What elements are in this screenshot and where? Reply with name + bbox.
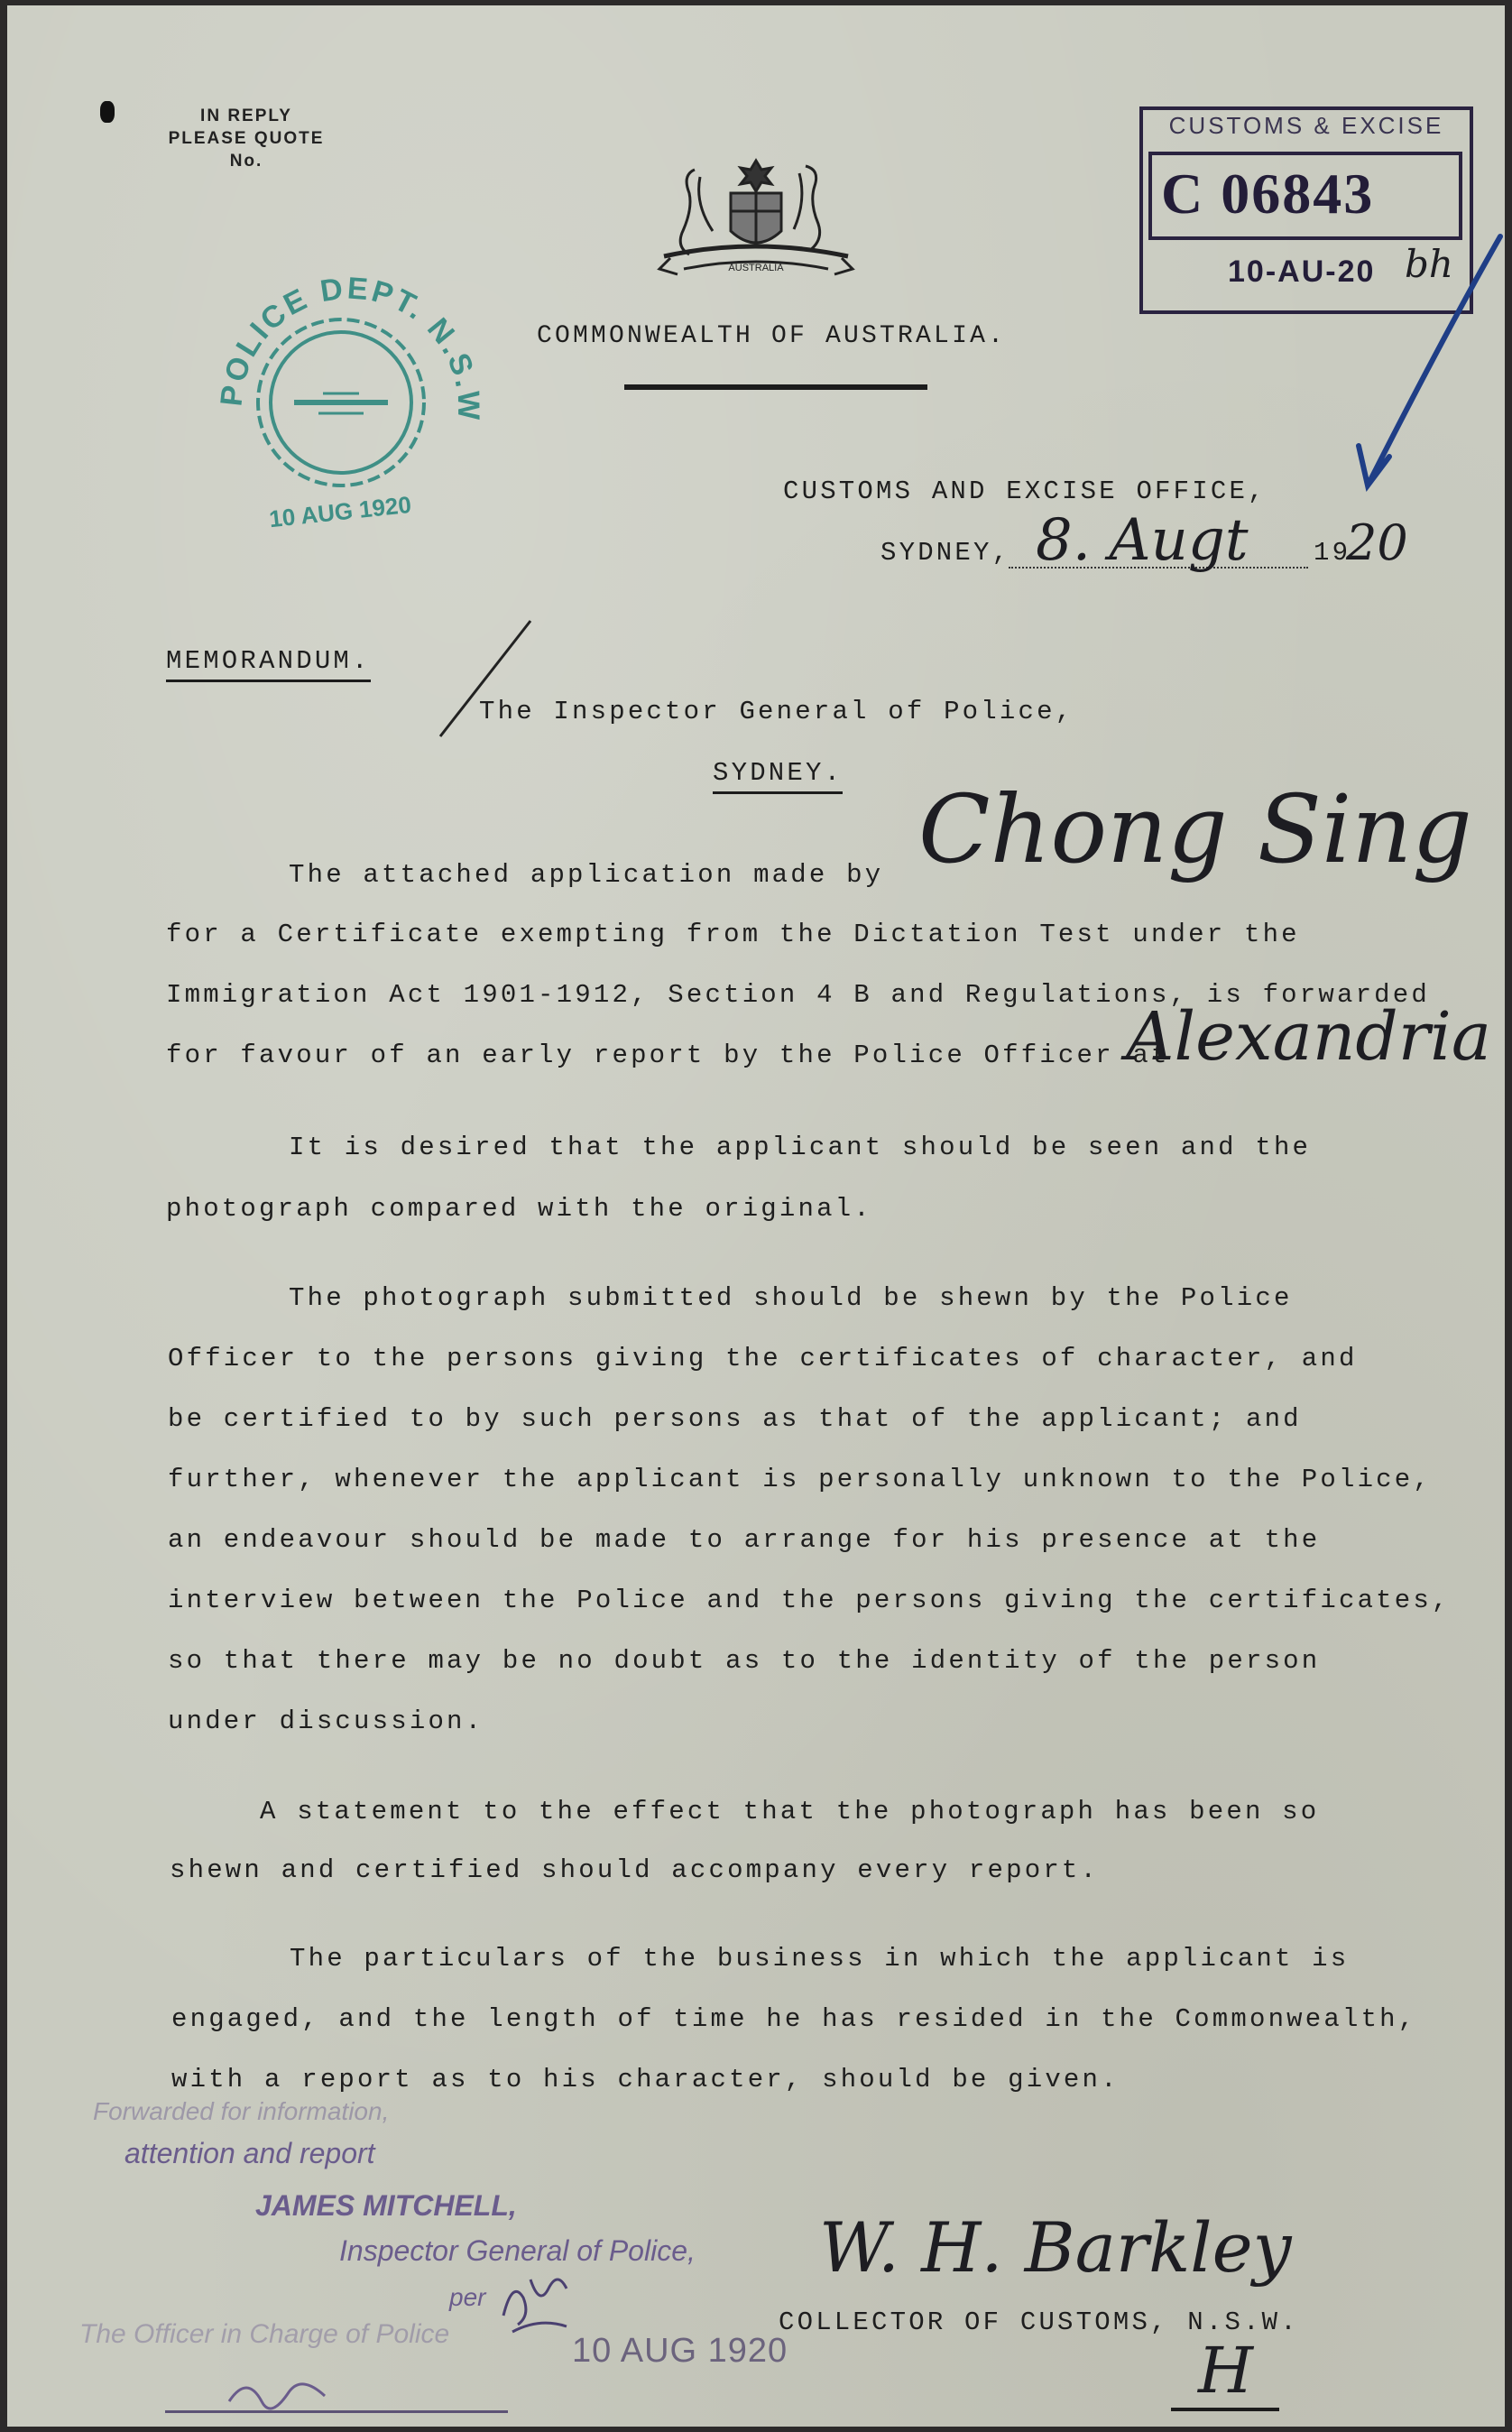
year-printed: 19: [1314, 538, 1351, 568]
paragraph-3-line-8: under discussion.: [168, 1706, 484, 1736]
paragraph-1-line-4: for favour of an early report by the Police Officer at: [166, 1040, 1170, 1070]
per-initials-icon: [494, 2261, 576, 2334]
forward-stamp-per: per: [449, 2283, 486, 2311]
paragraph-3-line-3: be certified to by such persons as that of the applicant; and: [168, 1404, 1302, 1434]
customs-stamp-initials: bh: [1405, 242, 1453, 286]
heading-rule: [624, 384, 927, 390]
paragraph-4-line-1: A statement to the effect that the photograph has been so: [260, 1797, 1320, 1826]
memorandum-label: MEMORANDUM.: [166, 646, 371, 682]
forward-stamp-bottom: The Officer in Charge of Police: [79, 2319, 450, 2349]
paragraph-1-line-1: The attached application made by: [289, 860, 884, 890]
paragraph-5-line-1: The particulars of the business in which the applicant is: [290, 1944, 1350, 1974]
forward-stamp-line-2: attention and report: [124, 2137, 375, 2169]
paragraph-5-line-2: engaged, and the length of time he has resided in the Commonwealth,: [171, 2004, 1417, 2034]
paragraph-3-line-2: Officer to the persons giving the certificates of character, and: [168, 1344, 1358, 1373]
paragraph-4-line-2: shewn and certified should accompany every report.: [170, 1855, 1100, 1885]
paragraph-2-line-2: photograph compared with the original.: [166, 1194, 872, 1224]
svg-text:POLICE DEPT. N.S.W.: [188, 249, 485, 421]
date-handwritten: 8. Augt: [1036, 507, 1249, 574]
paragraph-1-line-2: for a Certificate exempting from the Dictation Test under the: [166, 920, 1300, 949]
punch-hole: [100, 101, 115, 123]
location-handwritten: Alexandria: [1126, 998, 1491, 1076]
paragraph-3-line-7: so that there may be no doubt as to the identity of the person: [168, 1646, 1321, 1676]
bottom-left-rule: [165, 2410, 508, 2413]
forward-stamp-title: Inspector General of Police,: [339, 2234, 696, 2267]
office-line: CUSTOMS AND EXCISE OFFICE,: [783, 476, 1267, 506]
coat-of-arms-icon: [648, 150, 864, 290]
forward-stamp-name: JAMES MITCHELL,: [255, 2189, 517, 2222]
paragraph-3-line-1: The photograph submitted should be shewn by the Police: [289, 1283, 1293, 1313]
reply-line-3: No.: [229, 152, 263, 171]
signature-underline: [1171, 2408, 1279, 2411]
customs-stamp-top: CUSTOMS & EXCISE: [1168, 112, 1444, 139]
signature-initial-mark: H: [1198, 2334, 1254, 2408]
customs-stamp-number: C 06843: [1161, 162, 1375, 226]
reply-line-2: PLEASE QUOTE: [168, 129, 325, 148]
paragraph-1-line-3: Immigration Act 1901-1912, Section 4 B and Regulations, is forwarded: [166, 980, 1430, 1010]
customs-stamp-number-box: [1148, 152, 1462, 240]
office-city: SYDNEY,: [880, 538, 1011, 568]
customs-stamp-date: 10-AU-20: [1228, 254, 1376, 289]
forward-stamp-line-1: Forwarded for information,: [93, 2097, 390, 2125]
reply-line-1: IN REPLY: [200, 106, 292, 125]
collector-title: COLLECTOR OF CUSTOMS, N.S.W.: [779, 2307, 1299, 2337]
paragraph-5-line-3: with a report as to his character, should be given.: [171, 2065, 1120, 2094]
forward-stamp-date: 10 AUG 1920: [572, 2332, 788, 2370]
year-handwritten: 20: [1346, 514, 1408, 571]
police-stamp-date: 10 AUG 1920: [267, 490, 413, 533]
commonwealth-heading: COMMONWEALTH OF AUSTRALIA.: [537, 322, 1007, 350]
paragraph-2-line-1: It is desired that the applicant should be seen and the: [289, 1133, 1312, 1162]
document-page: [7, 5, 1505, 2427]
addressee-line: The Inspector General of Police,: [479, 697, 1074, 726]
paragraph-3-line-5: an endeavour should be made to arrange for his presence at the: [168, 1525, 1321, 1555]
reply-reference-block: [161, 105, 332, 172]
crest-label: AUSTRALIA: [728, 263, 784, 273]
paragraph-3-line-6: interview between the Police and the persons giving the certificates,: [168, 1586, 1451, 1615]
police-department-stamp: [188, 249, 512, 547]
collector-signature: W. H. Barkley: [819, 2207, 1292, 2288]
paragraph-3-line-4: further, whenever the applicant is personally unknown to the Police,: [168, 1465, 1432, 1494]
addressee-city: SYDNEY.: [713, 758, 843, 794]
applicant-name: Chong Sing: [918, 774, 1472, 884]
blue-pencil-tick: [1342, 231, 1512, 493]
police-stamp-ring-text: POLICE DEPT. N.S.W: [214, 271, 486, 421]
